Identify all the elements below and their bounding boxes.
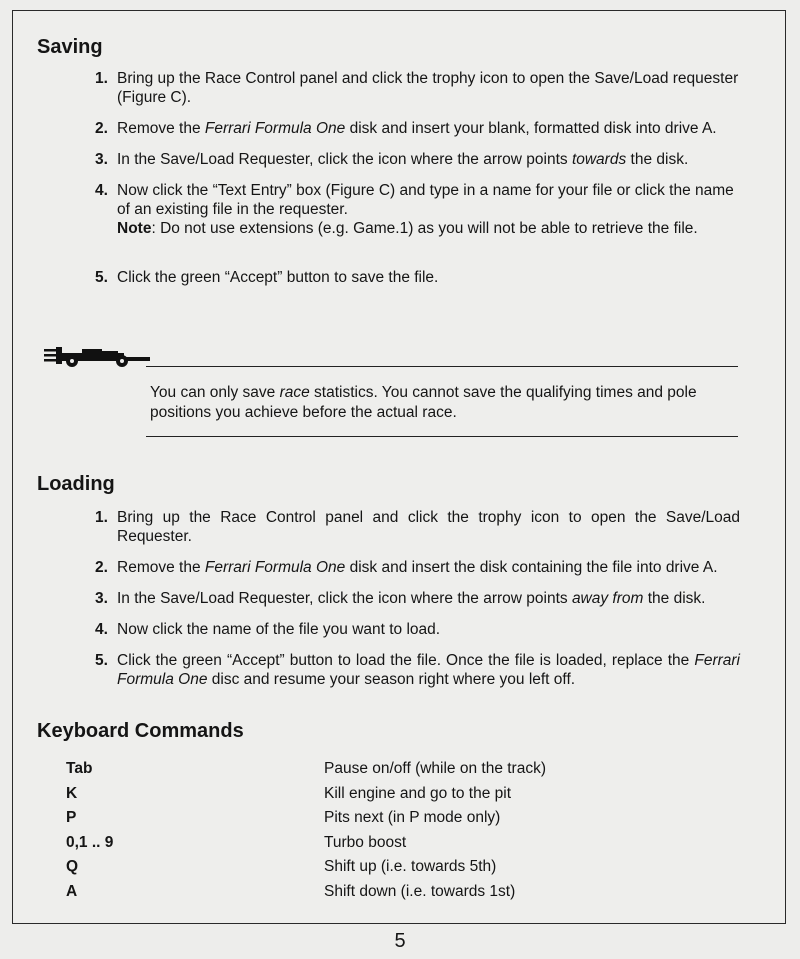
step-text-pre: Remove the <box>117 120 205 137</box>
loading-step-2 <box>80 558 740 577</box>
step-number: 3. <box>95 151 108 168</box>
key-description: Kill engine and go to the pit <box>324 784 511 802</box>
page-number: 5 <box>394 930 406 952</box>
key-label: Tab <box>66 760 93 777</box>
loading-step-4 <box>80 620 740 639</box>
key-label: 0,1 .. 9 <box>66 833 114 851</box>
step-text-pre: Remove the <box>117 559 205 576</box>
key-description: Pits next (in P mode only) <box>324 809 501 826</box>
keyboard-row <box>66 883 566 908</box>
keyboard-table <box>66 760 566 907</box>
step-text-emphasis: Ferrari Formula One <box>204 120 346 137</box>
keyboard-heading: Keyboard Commands <box>37 720 244 742</box>
tip-text-pre: You can only save <box>150 384 280 401</box>
key-label: Q <box>66 858 79 875</box>
saving-steps <box>80 69 740 299</box>
step-text-emphasis: Ferrari Formula One <box>117 652 740 688</box>
step-text-emphasis: away from <box>571 590 644 607</box>
step-note <box>117 219 740 238</box>
saving-step-2 <box>80 119 740 138</box>
step-number: 4. <box>95 621 108 638</box>
step-text: Bring up the Race Control panel and click the trophy icon to open the Save/Load requester (Figure C). <box>117 70 739 106</box>
step-number: 1. <box>95 70 108 87</box>
step-number: 2. <box>95 120 108 137</box>
loading-heading: Loading <box>37 473 115 495</box>
step-text-emphasis: towards <box>571 151 627 168</box>
key-description: Shift up (i.e. towards 5th) <box>324 858 497 875</box>
keyboard-row <box>66 760 566 785</box>
step-text: Bring up the Race Control panel and click the trophy icon to open the Save/Load Requester. <box>117 509 740 545</box>
saving-step-5 <box>80 268 740 287</box>
key-description: Turbo boost <box>324 833 407 851</box>
step-number: 5. <box>95 652 108 669</box>
step-number: 1. <box>95 509 108 526</box>
saving-step-3 <box>80 150 740 169</box>
step-text-pre: In the Save/Load Requester, click the icon where the arrow points <box>117 590 572 607</box>
step-number: 4. <box>95 182 108 199</box>
keyboard-row <box>66 809 566 834</box>
key-description: Shift down (i.e. towards 1st) <box>324 882 516 900</box>
loading-step-1 <box>80 508 740 546</box>
note-label: Note <box>117 220 152 237</box>
step-number: 2. <box>95 559 108 576</box>
loading-steps <box>80 508 740 701</box>
step-text: Now click the name of the file you want to load. <box>117 621 441 638</box>
keyboard-row <box>66 785 566 810</box>
key-label: K <box>66 784 78 802</box>
step-text-post: disk and insert the disk containing the file into drive A. <box>345 559 718 576</box>
race-car-icon <box>42 341 152 369</box>
tip-text <box>150 383 740 423</box>
step-text-pre: In the Save/Load Requester, click the icon where the arrow points <box>117 151 572 168</box>
keyboard-row <box>66 858 566 883</box>
step-text-post: the disk. <box>626 151 689 168</box>
step-number: 5. <box>95 269 108 286</box>
tip-top-rule <box>146 366 738 367</box>
step-text: Click the green “Accept” button to save the file. <box>117 269 439 286</box>
tip-bottom-rule <box>146 436 738 437</box>
saving-step-1 <box>80 69 740 107</box>
note-text: : Do not use extensions (e.g. Game.1) as you will not be able to retrieve the file. <box>151 220 698 237</box>
saving-heading: Saving <box>37 36 103 58</box>
loading-step-3 <box>80 589 740 608</box>
loading-step-5 <box>80 651 740 689</box>
step-number: 3. <box>95 590 108 607</box>
step-text-post: disc and resume your season right where you left off. <box>207 671 576 688</box>
step-text-post: the disk. <box>643 590 706 607</box>
step-text-pre: Click the green “Accept” button to load the file. Once the file is loaded, replace the <box>117 652 695 669</box>
step-text: Now click the “Text Entry” box (Figure C) and type in a name for your file or click the name of an existing file in the requester. <box>117 182 734 218</box>
keyboard-row <box>66 834 566 859</box>
tip-text-post: statistics. You cannot save the qualifying times and pole positions you achieve before the actual race. <box>150 384 697 421</box>
step-text-post: disk and insert your blank, formatted disk into drive A. <box>345 120 717 137</box>
tip-text-emphasis: race <box>279 384 310 401</box>
key-label: A <box>66 882 78 900</box>
step-text-emphasis: Ferrari Formula One <box>204 559 346 576</box>
key-label: P <box>66 809 77 826</box>
saving-step-4 <box>80 181 740 238</box>
key-description: Pause on/off (while on the track) <box>324 760 547 777</box>
